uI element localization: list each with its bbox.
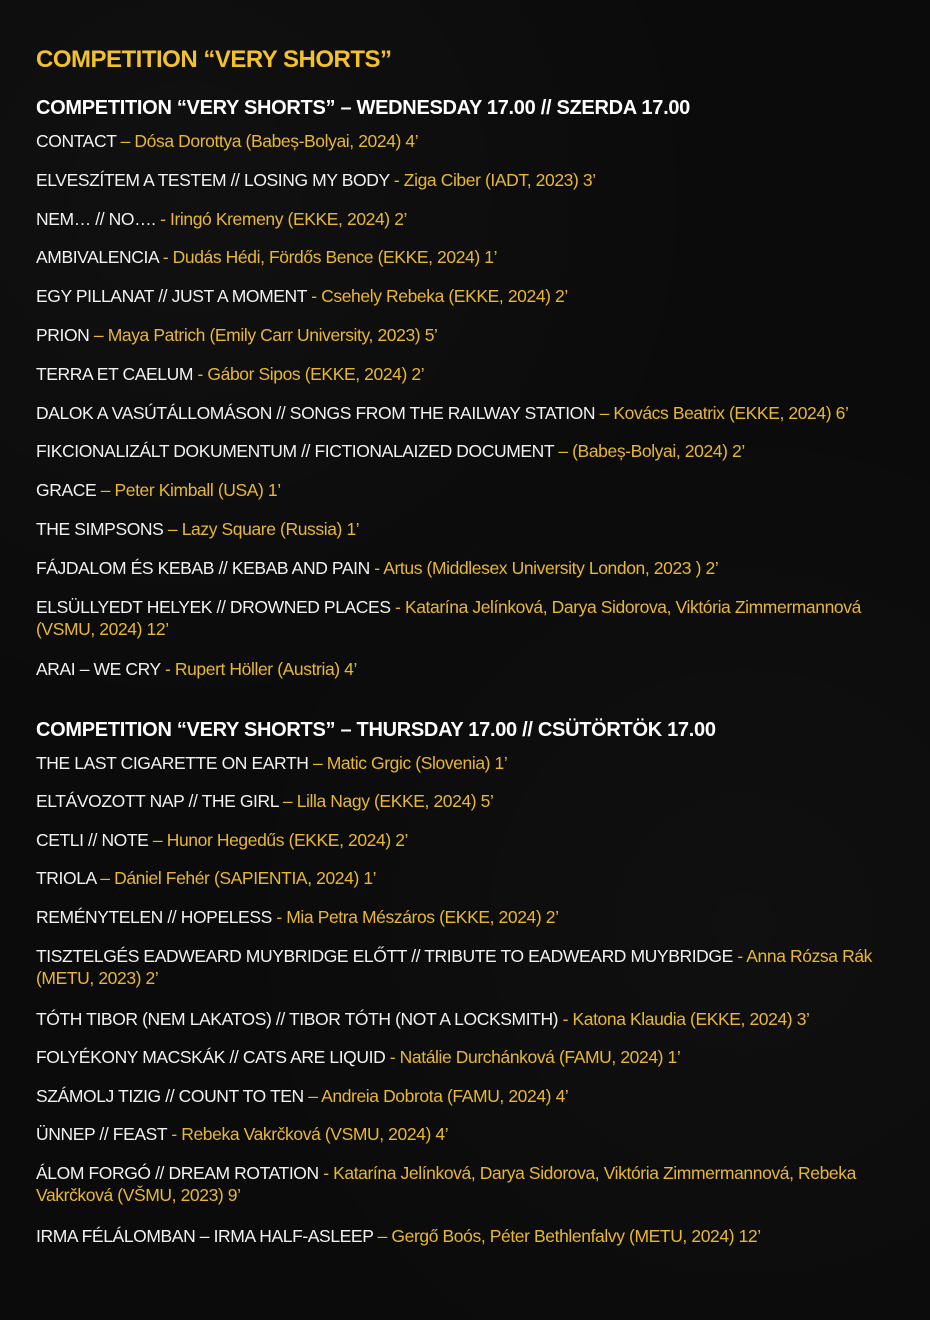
film-title: PRION — [36, 324, 90, 345]
section-thursday — [36, 716, 896, 1247]
film-credit: - Csehely Rebeka (EKKE, 2024) 2’ — [306, 286, 568, 307]
film-credit: – Kovács Beatrix (EKKE, 2024) 6’ — [595, 402, 849, 423]
film-title: TERRA ET CAELUM — [36, 363, 194, 384]
film-credit: – Lazy Square (Russia) 1’ — [163, 518, 360, 539]
film-entry — [36, 169, 896, 191]
film-entry — [36, 324, 896, 346]
film-entry — [36, 246, 896, 268]
film-title: CONTACT — [36, 131, 117, 151]
film-entry — [36, 596, 896, 640]
film-credit: - Rebeka Vakrčková (VSMU, 2024) 4’ — [166, 1124, 449, 1145]
film-title: FOLYÉKONY MACSKÁK // CATS ARE LIQUID — [36, 1047, 386, 1068]
film-entry — [36, 363, 896, 385]
film-credit: – Andreia Dobrota (FAMU, 2024) 4’ — [303, 1085, 569, 1106]
film-entry — [36, 1123, 896, 1145]
film-credit: – Dósa Dorottya (Babeș-Bolyai, 2024) 4’ — [116, 131, 419, 151]
film-credit: – (Babeș-Bolyai, 2024) 2’ — [553, 441, 745, 462]
film-entry — [36, 557, 896, 579]
film-credit: - Ziga Ciber (IADT, 2023) 3’ — [389, 169, 596, 190]
film-title: ELSÜLLYEDT HELYEK // DROWNED PLACES — [36, 596, 391, 617]
film-title: DALOK A VASÚTÁLLOMÁSON // SONGS FROM THE RAILWAY STATION — [36, 402, 596, 423]
film-entry — [36, 518, 896, 540]
film-entry — [36, 285, 896, 307]
film-credit: - Artus (Middlesex University London, 2023 ) 2’ — [369, 557, 719, 578]
film-entry — [36, 402, 896, 424]
film-entry — [36, 1085, 896, 1107]
film-entry — [36, 1162, 896, 1206]
film-credit: – Hunor Hegedűs (EKKE, 2024) 2’ — [148, 829, 409, 850]
film-title: FÁJDALOM ÉS KEBAB // KEBAB AND PAIN — [36, 557, 370, 578]
programme-content — [36, 44, 896, 1264]
film-entry — [36, 479, 896, 501]
film-credit: - Anna Rózsa Rák (METU, 2023) 2’ — [36, 945, 872, 988]
film-entry — [36, 752, 896, 774]
film-title: ÜNNEP // FEAST — [36, 1124, 167, 1145]
film-title: SZÁMOLJ TIZIG // COUNT TO TEN — [36, 1085, 304, 1106]
film-title: ÁLOM FORGÓ // DREAM ROTATION — [36, 1162, 319, 1183]
film-title: IRMA FÉLÁLOMBAN – IRMA HALF-ASLEEP — [36, 1225, 374, 1246]
film-credit: – Maya Patrich (Emily Carr University, 2023) 5’ — [89, 324, 438, 345]
film-entry — [36, 867, 896, 889]
film-entry — [36, 658, 896, 680]
film-title: REMÉNYTELEN // HOPELESS — [36, 906, 277, 927]
film-entry — [36, 829, 896, 851]
film-credit: - Katarína Jelínková, Darya Sidorova, Viktória Zimmermannová, Rebeka Vakrčková (VŠMU, 2023) 9’ — [36, 1162, 856, 1205]
film-entry — [36, 945, 896, 989]
film-title: CETLI // NOTE — [36, 829, 149, 850]
film-credit: - Katona Klaudia (EKKE, 2024) 3’ — [558, 1008, 810, 1029]
film-title: THE SIMPSONS — [36, 518, 164, 539]
film-title: THE LAST CIGARETTE ON EARTH — [36, 752, 309, 773]
film-title: FIKCIONALIZÁLT DOKUMENTUM // FICTIONALAIZED DOCUMENT — [36, 441, 554, 462]
film-title: AMBIVALENCIA — [36, 247, 159, 268]
film-entry — [36, 790, 896, 812]
film-title: TRIOLA — [36, 868, 96, 889]
film-entry — [36, 130, 896, 152]
film-credit: - Katarína Jelínková, Darya Sidorova, Viktória Zimmermannová (VSMU, 2024) 12’ — [36, 596, 861, 639]
film-entry — [36, 440, 896, 462]
film-credit: - Mia Petra Mészáros (EKKE, 2024) 2’ — [276, 906, 559, 927]
section-wednesday — [36, 94, 896, 680]
film-title: ELTÁVOZOTT NAP // THE GIRL — [36, 791, 279, 812]
film-credit: – Peter Kimball (USA) 1’ — [96, 480, 281, 501]
film-title: TISZTELGÉS EADWEARD MUYBRIDGE ELŐTT // TRIBUTE TO EADWEARD MUYBRIDGE — [36, 945, 733, 966]
page-title: COMPETITION “VERY SHORTS” — [36, 46, 392, 73]
film-entry — [36, 208, 896, 230]
film-title: EGY PILLANAT // JUST A MOMENT — [36, 286, 307, 307]
section-title-thursday: COMPETITION “VERY SHORTS” – THURSDAY 17.00 // CSÜTÖRTÖK 17.00 — [36, 718, 716, 741]
film-credit: - Gábor Sipos (EKKE, 2024) 2’ — [193, 363, 425, 384]
film-title: ARAI – WE CRY — [36, 658, 161, 679]
film-credit: – Gergő Boós, Péter Bethlenfalvy (METU, 2024) 12’ — [373, 1225, 761, 1246]
film-entry — [36, 906, 896, 928]
film-entry — [36, 1008, 896, 1030]
film-credit: - Rupert Höller (Austria) 4’ — [160, 658, 357, 679]
film-entry — [36, 1225, 896, 1247]
film-credit: - Dudás Hédi, Fördős Bence (EKKE, 2024) 1’ — [158, 247, 498, 268]
film-credit: – Dániel Fehér (SAPIENTIA, 2024) 1’ — [95, 868, 377, 889]
section-title-wednesday: COMPETITION “VERY SHORTS” – WEDNESDAY 17.00 // SZERDA 17.00 — [36, 97, 690, 119]
film-title: GRACE — [36, 480, 97, 501]
film-credit: - Natálie Durchánková (FAMU, 2024) 1’ — [385, 1047, 681, 1068]
film-title: ELVESZÍTEM A TESTEM // LOSING MY BODY — [36, 169, 390, 190]
film-title: NEM… // NO…. — [36, 208, 161, 229]
film-entry — [36, 1046, 896, 1068]
film-credit: – Matic Grgic (Slovenia) 1’ — [308, 752, 508, 773]
film-title: TÓTH TIBOR (NEM LAKATOS) // TIBOR TÓTH (NOT A LOCKSMITH) — [36, 1008, 559, 1029]
film-credit: – Lilla Nagy (EKKE, 2024) 5’ — [278, 791, 494, 812]
film-credit: - Iringó Kremeny (EKKE, 2024) 2’ — [160, 208, 408, 229]
